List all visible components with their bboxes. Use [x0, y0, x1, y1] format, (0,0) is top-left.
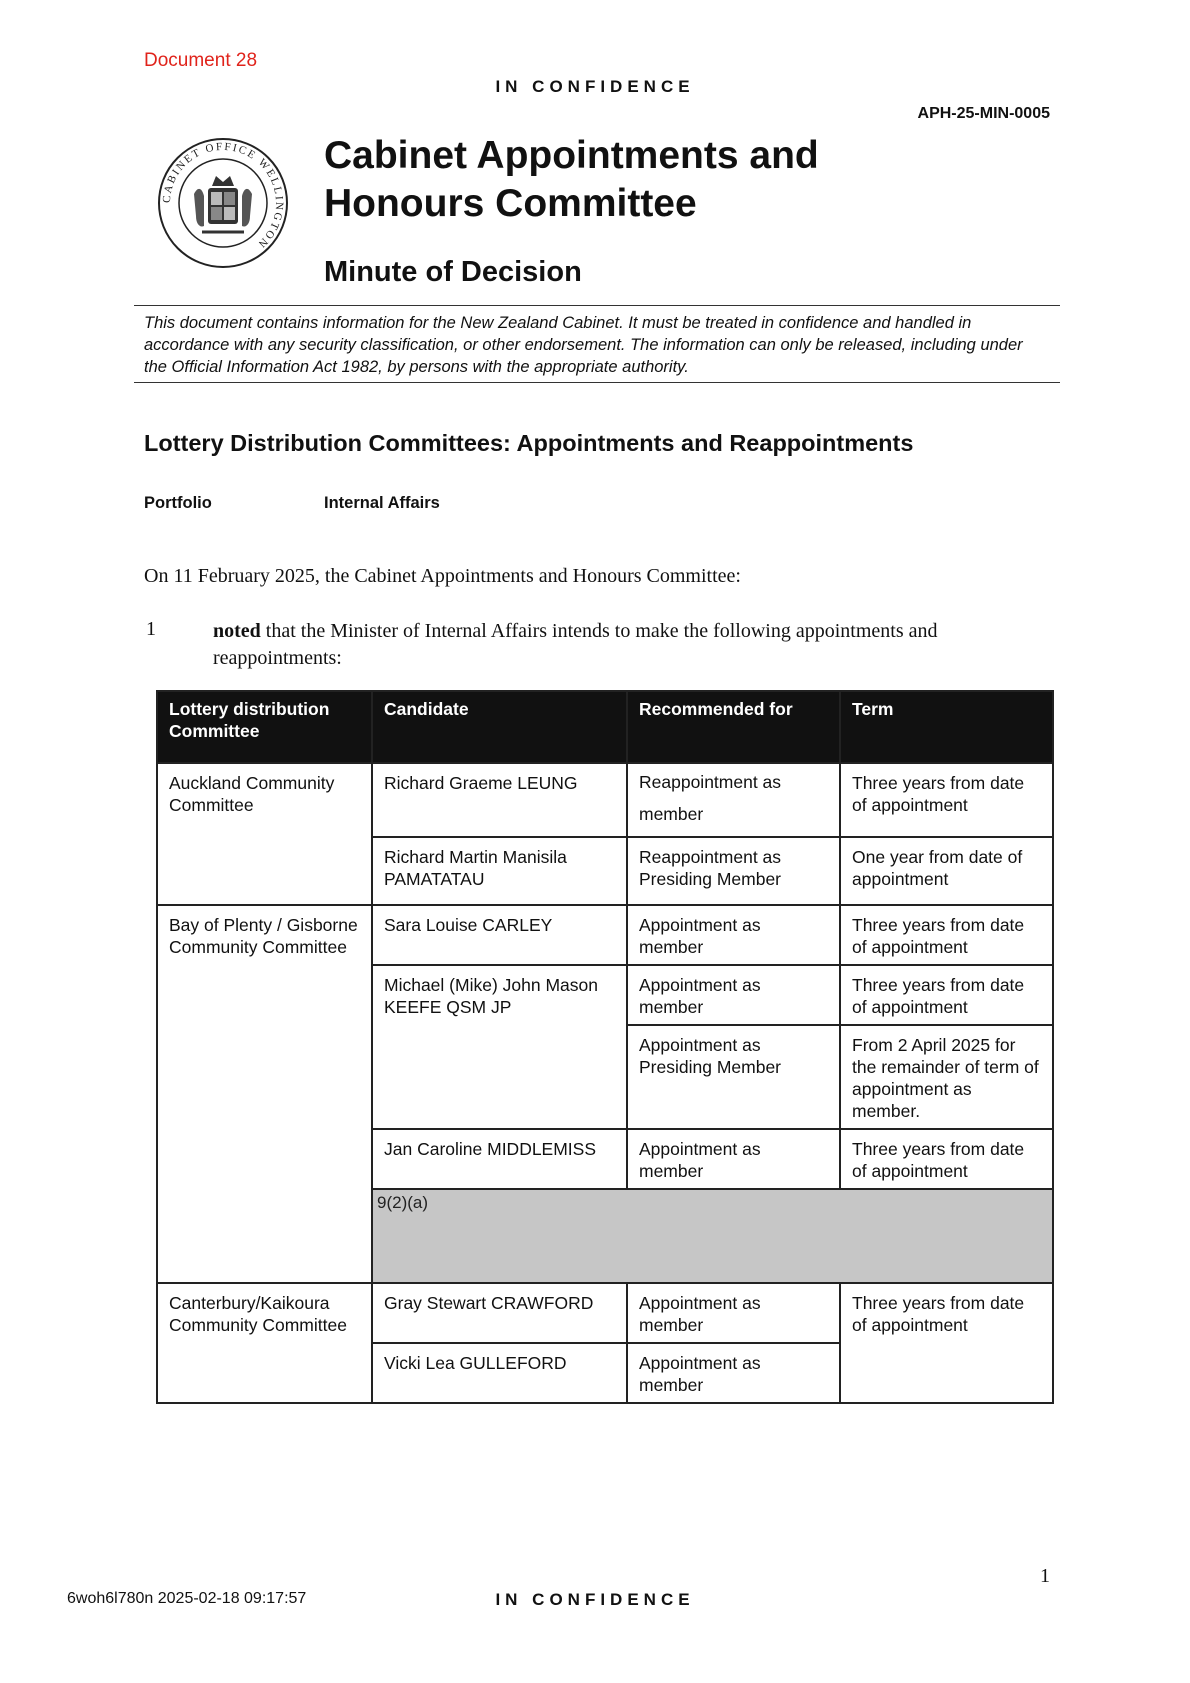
candidate-cell: Jan Caroline MIDDLEMISS	[372, 1129, 627, 1189]
table-row	[157, 905, 1053, 965]
term-cell: Three years from date of appointment	[840, 905, 1053, 965]
page-number: 1	[1040, 1565, 1050, 1587]
term-cell: Three years from date of appointment	[840, 763, 1053, 837]
recommended-cell: Appointment as member	[627, 965, 840, 1025]
recommended-cell: Appointment as member	[627, 1129, 840, 1189]
recommended-cell: Reappointment as member	[627, 763, 840, 837]
term-cell: Three years from date of appointment	[840, 1129, 1053, 1189]
redaction-label: 9(2)(a)	[377, 1193, 429, 1212]
recommended-cell: Appointment as member	[627, 1283, 840, 1343]
cabinet-office-seal-icon	[156, 136, 290, 270]
divider-bottom	[134, 382, 1060, 383]
candidate-cell: Michael (Mike) John Mason KEEFE QSM JP	[372, 965, 627, 1129]
redacted-block	[372, 1189, 1053, 1283]
portfolio-value: Internal Affairs	[324, 494, 440, 512]
term-cell: From 2 April 2025 for the remainder of term of appointment as member.	[840, 1025, 1053, 1129]
candidate-cell: Gray Stewart CRAWFORD	[372, 1283, 627, 1343]
page-title	[324, 132, 819, 228]
header-term: Term	[840, 691, 1053, 763]
title-line-2: Honours Committee	[324, 182, 697, 225]
recommended-cell: Appointment as Presiding Member	[627, 1025, 840, 1129]
candidate-cell: Sara Louise CARLEY	[372, 905, 627, 965]
divider-top	[134, 305, 1060, 306]
document-stamp: 6woh6l780n 2025-02-18 09:17:57	[67, 1590, 307, 1607]
candidate-cell: Richard Martin Manisila PAMATATAU	[372, 837, 627, 905]
recommended-cell: Appointment as member	[627, 1343, 840, 1403]
committee-cell: Bay of Plenty / Gisborne Community Committee	[157, 905, 372, 1283]
classification-footer: IN CONFIDENCE	[495, 1590, 695, 1609]
table-row	[157, 763, 1053, 837]
term-cell: Three years from date of appointment	[840, 965, 1053, 1025]
item-body: that the Minister of Internal Affairs intends to make the following appointments and reappointments:	[213, 620, 938, 669]
document-label: Document 28	[144, 50, 258, 71]
section-heading: Lottery Distribution Committees: Appointments and Reappointments	[144, 430, 914, 456]
item-number: 1	[146, 618, 156, 640]
appointments-table	[156, 690, 1054, 1404]
term-cell: One year from date of appointment	[840, 837, 1053, 905]
item-text	[213, 618, 1043, 672]
document-reference: APH-25-MIN-0005	[917, 105, 1050, 122]
table-row	[157, 1283, 1053, 1343]
confidentiality-notice: This document contains information for the New Zealand Cabinet. It must be treated in confidence and handled in accordance with any security classification, or other endorsement. The information can only be released, including under the Official Information Act 1982, by persons with the appropriate authority.	[144, 314, 1023, 376]
page-subtitle: Minute of Decision	[324, 256, 582, 288]
classification-header: IN CONFIDENCE	[495, 77, 695, 96]
header-candidate: Candidate	[372, 691, 627, 763]
item-verb: noted	[213, 620, 261, 642]
header-recommended: Recommended for	[627, 691, 840, 763]
term-cell: Three years from date of appointment	[840, 1283, 1053, 1403]
candidate-cell: Vicki Lea GULLEFORD	[372, 1343, 627, 1403]
header-committee: Lottery distribution Committee	[157, 691, 372, 763]
intro-paragraph: On 11 February 2025, the Cabinet Appointments and Honours Committee:	[144, 565, 741, 587]
recommended-cell: Reappointment as Presiding Member	[627, 837, 840, 905]
seal-text: CABINET OFFICE WELLINGTON	[160, 140, 286, 251]
committee-cell: Canterbury/Kaikoura Community Committee	[157, 1283, 372, 1403]
committee-cell: Auckland Community Committee	[157, 763, 372, 905]
table-header-row	[157, 691, 1053, 763]
portfolio-label: Portfolio	[144, 494, 212, 512]
candidate-cell: Richard Graeme LEUNG	[372, 763, 627, 837]
recommended-cell: Appointment as member	[627, 905, 840, 965]
title-line-1: Cabinet Appointments and	[324, 134, 819, 177]
